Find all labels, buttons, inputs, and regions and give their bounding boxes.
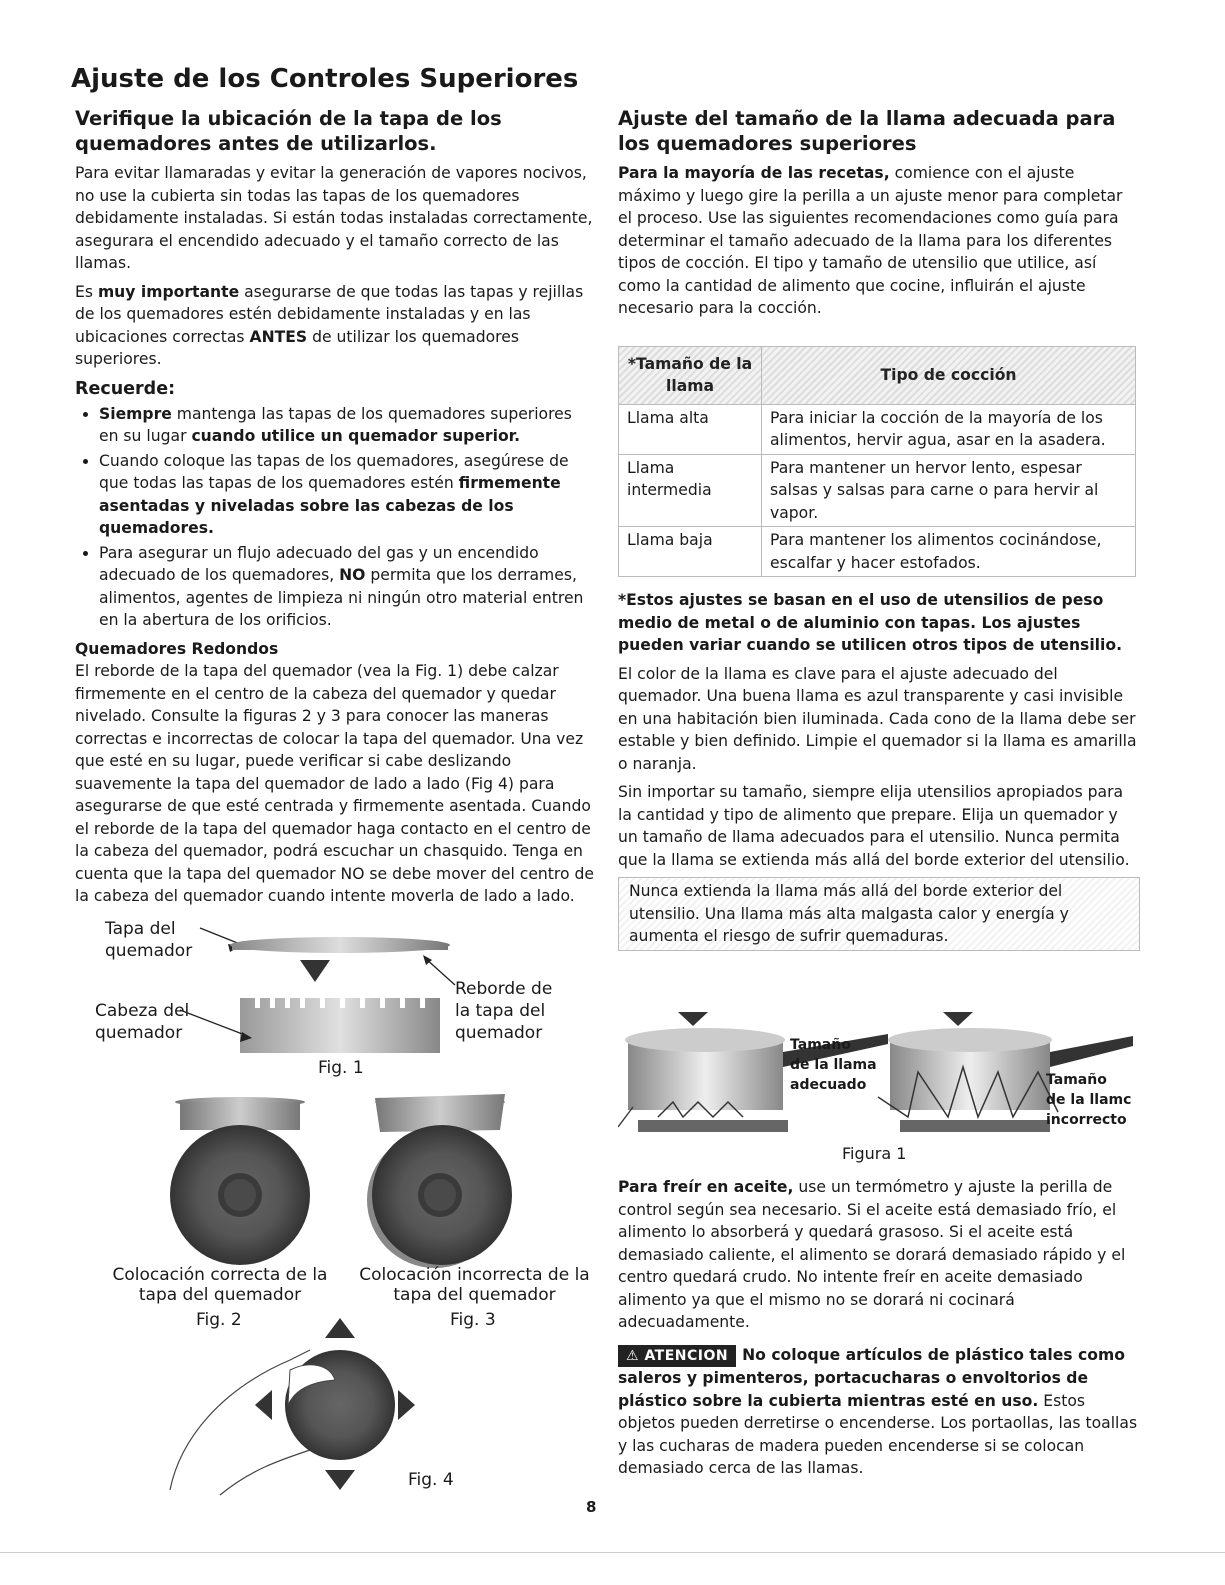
heading-check-caps: Verifique la ubicación de la tapa de los quemadores antes de utilizarlos. [75,107,502,155]
label-cap-rim: Reborde de la tapa del quemador [455,979,553,1043]
table-row: Llama intermedia Para mantener un hervor lento, espesar salsas y salsas para carne o para hervir al vapor. [619,454,1136,527]
fig2-label: Colocación correcta de la tapa del quemador [112,1265,328,1305]
para-frying: Para freír en aceite, use un termómetro y ajuste la perilla de control según sea necesario. Si el aceite está demasiado frío, el alimento lo absorberá y quedará grasoso. Si el aceite está demasiado caliente, el alimento se dorará demasiado rápido y el centro quedará crudo. No intente freír en aceite demasiado alimento ya que el mismo no se dorará ni cocinará adecuadamente. [618,1178,1126,1331]
table-header-cooking: Tipo de cocción [762,346,1136,404]
fig2-caption: Fig. 2 [196,1310,242,1330]
label-incorrect-flame: Tamaño de la llamc incorrecto [1046,1072,1132,1128]
page-title: Ajuste de los Controles Superiores [71,64,579,94]
heading-recuerde: Recuerde: [75,378,176,399]
list-item: • Siempre mantenga las tapas de los quemadores superiores en su lugar cuando utilice un quemador superior. [99,403,595,448]
warning-icon: ⚠ ATENCION [618,1345,736,1368]
para-attention: ⚠ ATENCION No coloque artículos de plástico tales como saleros y pimenteros, portacucharas o envoltorios de plástico sobre la cubierta mientras esté en uso. Estos objetos pueden derretirse o encenderse. Los portaollas, las toallas y las cucharas de madera pueden encenderse si se colocan demasiado cerca de las llamas. [618,1345,1138,1477]
table-row: Llama alta Para iniciar la cocción de la mayoría de los alimentos, hervir agua, asar en la asadera. [619,404,1136,454]
reminder-list [75,403,595,632]
flame-warning-box: Nunca extienda la llama más allá del borde exterior del utensilio. Una llama más alta malgasta calor y energía y aumenta el riesgo de sufrir quemaduras. [618,877,1140,951]
table-row: Llama baja Para mantener los alimentos cocinándose, escalfar y hacer estofados. [619,527,1136,577]
figura1-caption: Figura 1 [842,1144,907,1163]
list-item: • Cuando coloque las tapas de los quemadores, asegúrese de que todas las tapas de los quemadores estén firmemente asentadas y niveladas sobre las cabezas de los quemadores. [99,450,595,540]
para-utensils: Sin importar su tamaño, siempre elija utensilios apropiados para la cantidad y tipo de alimento que prepare. Elija un quemador y un tamaño de llama adecuados para el utensilio. Nunca permita que la llama se extienda más allá del borde exterior del utensilio. [618,783,1130,869]
right-column [618,106,1140,959]
label-correct-flame: Tamaño de la llama adecuado [790,1037,877,1093]
para-round-burners: El reborde de la tapa del quemador (vea la Fig. 1) debe calzar firmemente en el centro de la cabeza del quemador y quedar nivelado. Consulte la figuras 2 y 3 para conocer las maneras correctas e incorrectas de colocar la tapa del quemador. Una vez que esté en su lugar, puede verificar si cabe deslizando suavemente la tapa del quemador de lado a lado (Fig 4) para asegurarse de que esté centrada y firmemente asentada. Cuando el reborde de la tapa del quemador haga contacto en el centro de la cabeza del quemador, podrá escuchar un chasquido. Tenga en cuenta que la tapa del quemador NO se debe mover del centro de la cabeza del quemador cuando intente moverla de lado a lado. [75,662,594,905]
fig3-caption: Fig. 3 [450,1310,496,1330]
correct-placement-figure [160,1090,330,1270]
slide-test-figure [160,1310,420,1500]
left-column [75,106,595,914]
fig3-label: Colocación incorrecta de la tapa del quemador [359,1265,590,1305]
para-intro: Para evitar llamaradas y evitar la generación de vapores nocivos, no use la cubierta sin todas las tapas de los quemadores debidamente instaladas. Si están todas instaladas correctamente, asegurara el encendido adecuado y el tamaño correcto de las llamas. [75,164,593,272]
divider [0,1552,1225,1553]
page-number: 8 [586,1498,597,1516]
fig1-caption: Fig. 1 [318,1058,364,1078]
incorrect-placement-figure [360,1090,530,1270]
table-header-size: *Tamaño de la llama [619,346,762,404]
burner-cap-figure [180,920,470,1060]
heading-round-burners: Quemadores Redondos [75,639,279,658]
fig4-caption: Fig. 4 [408,1470,454,1490]
label-burner-head: Cabeza del quemador [95,1001,190,1043]
list-item: • Para asegurar un flujo adecuado del gas y un encendido adecuado de los quemadores, NO permita que los derrames, alimentos, agentes de limpieza ni ningún otro material entren en la abertura de los orificios. [99,542,595,632]
right-column-bottom [618,1176,1140,1486]
flame-size-table [618,346,1136,578]
para-recipes: Para la mayoría de las recetas, comience con el ajuste máximo y luego gire la perilla a un ajuste menor para completar el proceso. Use las siguientes recomendaciones como guía para determinar el tamaño adecuado de la llama para los diferentes tipos de cocción. El tipo y tamaño de utensilio que utilice, así como la cantidad de alimento que cocine, influirán el ajuste necesario para la cocción. [618,164,1123,317]
heading-flame-size: Ajuste del tamaño de la llama adecuada para los quemadores superiores [618,107,1116,155]
para-important: Es muy importante asegurarse de que todas las tapas y rejillas de los quemadores estén debidamente instaladas y en las ubicaciones correctas ANTES de utilizar los quemadores superiores. [75,282,584,368]
label-burner-cap: Tapa del quemador [105,919,193,961]
para-table-note: *Estos ajustes se basan en el uso de utensilios de peso medio de metal o de aluminio con tapas. Los ajustes pueden variar cuando se utilicen otros tipos de utensilio. [618,591,1122,654]
para-flame-color: El color de la llama es clave para el ajuste adecuado del quemador. Una buena llama es azul transparente y casi invisible en una habitación bien iluminada. Cada cono de la llama debe ser estable y bien definido. Limpie el quemador si la llama es amarilla o naranja. [618,664,1137,773]
